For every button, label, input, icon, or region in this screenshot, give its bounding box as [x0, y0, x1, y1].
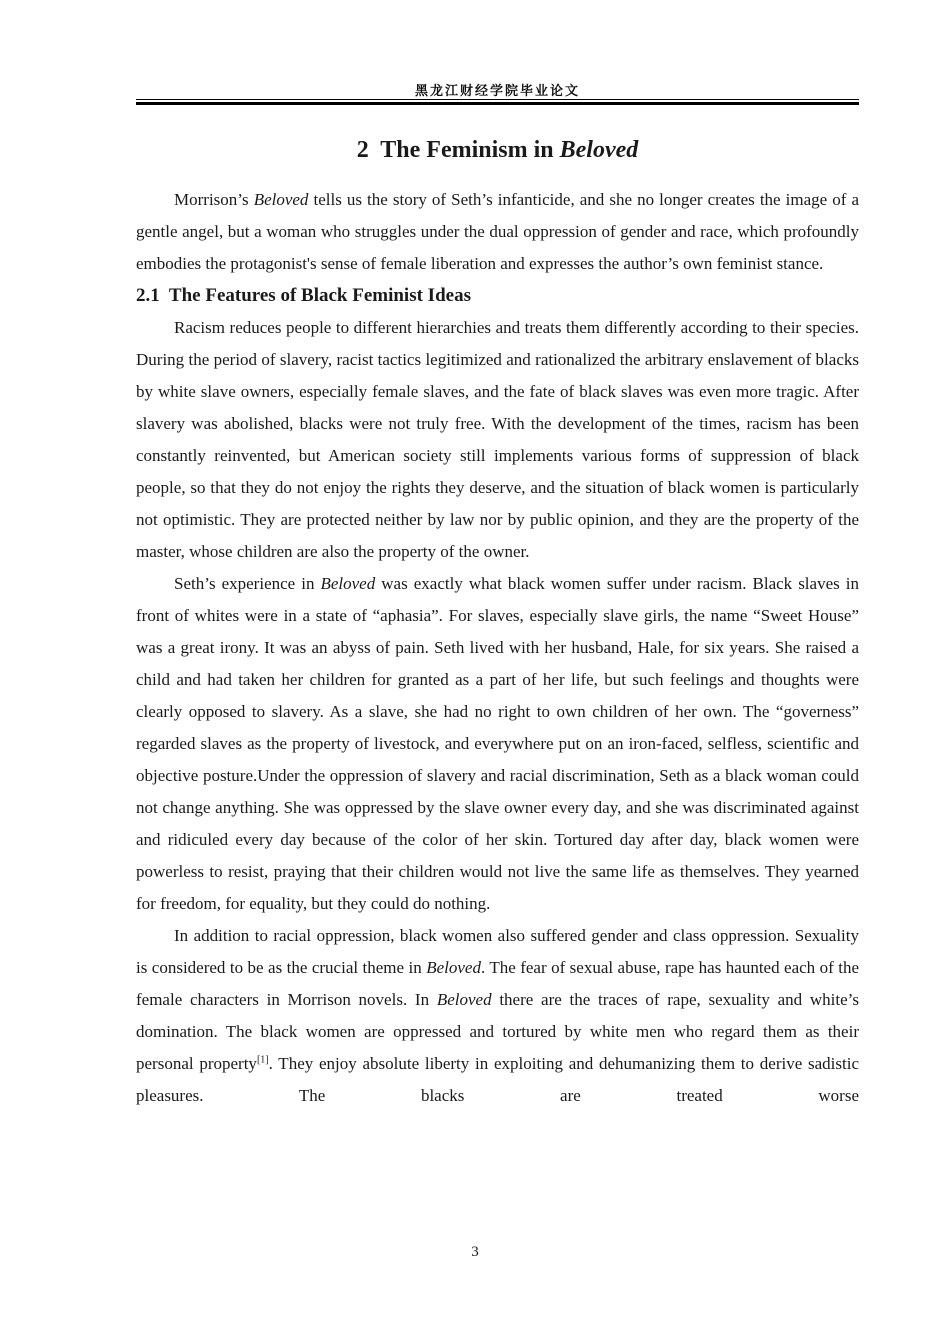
paragraph-intro: [136, 184, 859, 280]
para1-text-a: Morrison’s: [174, 190, 249, 209]
para4-italic-title-1: Beloved: [426, 958, 481, 977]
section-title: The Features of Black Feminist Ideas: [168, 285, 471, 306]
para3-text-a: Seth’s experience in: [174, 574, 315, 593]
header-rule-thick: [136, 102, 859, 105]
para1-text-b: tells us the story of Seth’s infanticide, and she no longer creates the image of a gentle angel, but a woman who struggles under the dual oppression of gender and race, which profoundly embodies the protagonist's sense of female liberation and expresses the author’s own feminist stance.: [136, 190, 860, 273]
para4-text-b: . The fear of sexual abuse, rape has haunted each of the female characters in Morrison novels. In: [136, 958, 859, 1009]
para4-text-d: . They enjoy absolute liberty in exploiting and dehumanizing them to derive sadistic pleasures. The blacks are treated worse: [136, 1054, 859, 1105]
section-number: 2.1: [136, 285, 160, 306]
chapter-heading: [136, 130, 859, 170]
paragraph-gender-oppression: [136, 920, 859, 1112]
section-heading: [136, 280, 859, 312]
para4-italic-title-2: Beloved: [436, 990, 492, 1009]
chapter-title-text: The Feminism in: [380, 137, 554, 163]
chapter-number: 2: [356, 137, 369, 163]
para4-text-c: there are the traces of rape, sexuality and white’s domination. The black women are oppressed and tortured by white men who regard them as their personal property: [136, 990, 859, 1073]
chapter-title-italic: Beloved: [559, 137, 639, 163]
page-number: 3: [471, 1244, 479, 1260]
paragraph-racism: Racism reduces people to different hierarchies and treats them differently according to their species. During the period of slavery, racist tactics legitimized and rationalized the arbitrary enslavement of blacks by white slave owners, especially female slaves, and the fate of black slaves was even more tragic. After slavery was abolished, blacks were not truly free. With the development of the times, racism has been constantly reinvented, but American society still implements various forms of suppression of black people, so that they do not enjoy the rights they deserve, and the situation of black women is particularly not optimistic. They are protected neither by law nor by public opinion, and they are the property of the master, whose children are also the property of the owner.: [136, 318, 859, 561]
para4-text-a: In addition to racial oppression, black women also suffered gender and class oppression. Sexuality is considered to be as the crucial theme in: [136, 926, 859, 977]
citation-marker: [1]: [256, 1054, 269, 1066]
para3-italic-title: Beloved: [320, 574, 376, 593]
header-rule-thin: [136, 99, 859, 100]
para1-italic-title: Beloved: [253, 190, 309, 209]
page-body: [136, 130, 859, 1112]
page-header-title: 黑龙江财经学院毕业论文: [414, 84, 580, 99]
paragraph-seth-experience: [136, 568, 859, 920]
para3-text-b: was exactly what black women suffer under racism. Black slaves in front of whites were in a state of “aphasia”. For slaves, especially slave girls, the name “Sweet House” was a great irony. It was an abyss of pain. Seth lived with her husband, Hale, for six years. She raised a child and had taken her children for granted as a part of her life, but such feelings and thoughts were clearly opposed to slavery. As a slave, she had no right to own children of her own. The “governess” regarded slaves as the property of livestock, and everywhere put on an iron-faced, selfless, scientific and objective posture.Under the oppression of slavery and racial discrimination, Seth as a black woman could not change anything. She was oppressed by the slave owner every day, and she was discriminated against and ridiculed every day because of the color of her skin. Tortured day after day, black women were powerless to resist, praying that their children would not live the same life as themselves. They yearned for freedom, for equality, but they could do nothing.: [136, 574, 859, 913]
